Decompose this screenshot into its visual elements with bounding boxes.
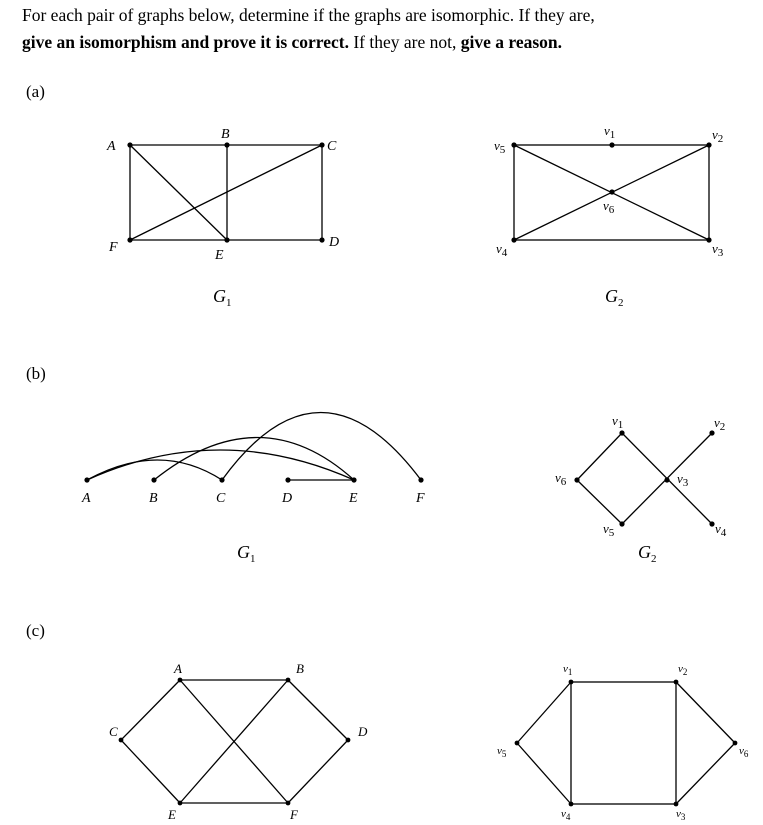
graph-label-g2: $G_2$: [638, 542, 657, 565]
label-v4: $v_4$: [496, 241, 508, 259]
label-v2: $v_2$: [714, 415, 726, 433]
label-v5: $v_5$: [497, 745, 507, 759]
label-b: B: [296, 661, 304, 676]
part-a-g1: [106, 127, 339, 309]
part-c-g2: [497, 663, 749, 822]
vertex-e: [351, 477, 356, 482]
vertex-v3: [664, 477, 669, 482]
label-v3: $v_3$: [712, 241, 724, 259]
edge-c-f: [222, 413, 421, 481]
label-v5: $v_5$: [494, 138, 506, 156]
label-v4: $v_4$: [715, 521, 727, 539]
vertex-e: [178, 801, 183, 806]
graph-label-g1-name: G: [213, 286, 226, 306]
edge-f-d: [288, 740, 348, 803]
vertex-e: [224, 237, 229, 242]
vertex-d: [346, 738, 351, 743]
label-v2: $v_2$: [678, 663, 688, 677]
edge-v2-v6: [676, 682, 735, 743]
edge-a-e: [130, 145, 227, 240]
vertex-v2: [706, 142, 711, 147]
label-c: C: [327, 139, 337, 154]
label-e: E: [215, 248, 224, 263]
label-a: A: [174, 661, 182, 676]
label-d: D: [358, 724, 368, 739]
vertex-v5: [511, 142, 516, 147]
vertex-v3: [674, 802, 679, 807]
edge-a-e: [87, 450, 354, 480]
label-v6: $v_6$: [739, 745, 749, 759]
prompt-bold-2: give a reason.: [460, 32, 563, 52]
label-v3: $v_3$: [677, 471, 689, 489]
vertex-a: [84, 477, 89, 482]
vertex-v6: [733, 741, 738, 746]
edge-v1-v5: [517, 682, 571, 743]
label-v2: $v_2$: [712, 127, 724, 145]
vertex-c: [119, 738, 124, 743]
edge-v6-v5: [577, 480, 622, 524]
edge-v6-v3: [676, 743, 735, 804]
label-v3: $v_3$: [676, 808, 686, 822]
vertex-b: [151, 477, 156, 482]
vertex-c: [319, 142, 324, 147]
label-c: C: [216, 491, 226, 506]
part-a-g2: [494, 123, 724, 309]
label-v1: $v_1$: [604, 123, 616, 141]
label-c: C: [109, 724, 118, 739]
graph-label-g2: $G_2$: [605, 286, 624, 309]
label-a: A: [107, 139, 116, 154]
prompt-line-1: For each pair of graphs below, determine if the graphs are isomorphic. If they are,: [22, 5, 595, 25]
label-v6: $v_6$: [603, 198, 615, 216]
label-e: E: [349, 491, 358, 506]
edge-a-c: [87, 460, 222, 480]
edge-v5-v4: [517, 743, 571, 804]
label-f: F: [109, 240, 118, 255]
label-b: B: [149, 491, 158, 506]
vertex-v3: [706, 237, 711, 242]
part-a-label: (a): [26, 82, 45, 101]
vertex-d: [285, 477, 290, 482]
part-c-label: (c): [26, 621, 45, 640]
part-b-g2: [555, 413, 727, 565]
vertex-a: [178, 678, 183, 683]
label-f: F: [416, 491, 425, 506]
vertex-v1: [609, 142, 614, 147]
vertex-v2: [674, 680, 679, 685]
vertex-f: [127, 237, 132, 242]
vertex-c: [219, 477, 224, 482]
edge-rectangle: [571, 682, 676, 804]
edge-a-c: [121, 680, 180, 740]
label-v1: $v_1$: [612, 413, 624, 431]
vertex-v1: [619, 430, 624, 435]
vertex-v2: [709, 430, 714, 435]
vertex-f: [418, 477, 423, 482]
label-v1: $v_1$: [563, 663, 573, 677]
prompt-mid: If they are not,: [348, 32, 461, 52]
part-b-label: (b): [26, 364, 46, 383]
vertex-f: [286, 801, 291, 806]
prompt-bold-1: give an isomorphism and prove it is correct.: [22, 32, 349, 52]
vertex-v4: [511, 237, 516, 242]
edge-d-b: [288, 680, 348, 740]
label-f: F: [290, 807, 298, 822]
label-v4: $v_4$: [561, 808, 571, 822]
label-d: D: [329, 235, 340, 250]
part-c-g1: [109, 661, 368, 822]
vertex-v5: [515, 741, 520, 746]
label-e: E: [168, 807, 176, 822]
vertex-v6: [609, 189, 614, 194]
edge-c-e: [121, 740, 180, 803]
graph-label-g1: $G_1$: [237, 542, 256, 565]
vertex-a: [127, 142, 132, 147]
label-d: D: [282, 491, 293, 506]
vertex-v4: [569, 802, 574, 807]
vertex-v6: [574, 477, 579, 482]
vertex-b: [224, 142, 229, 147]
part-b-g1: [81, 413, 425, 566]
label-v6: $v_6$: [555, 470, 567, 488]
graph-label-g1-sub: 1: [226, 297, 232, 309]
label-a: A: [82, 491, 91, 506]
label-b: B: [221, 127, 230, 142]
edge-v1-v6: [577, 433, 622, 480]
vertex-d: [319, 237, 324, 242]
graph-label-g1: [213, 286, 232, 309]
edge-f-c: [130, 145, 322, 240]
vertex-b: [286, 678, 291, 683]
vertex-v1: [569, 680, 574, 685]
vertex-v5: [619, 521, 624, 526]
label-v5: $v_5$: [603, 521, 615, 539]
vertex-v4: [709, 521, 714, 526]
